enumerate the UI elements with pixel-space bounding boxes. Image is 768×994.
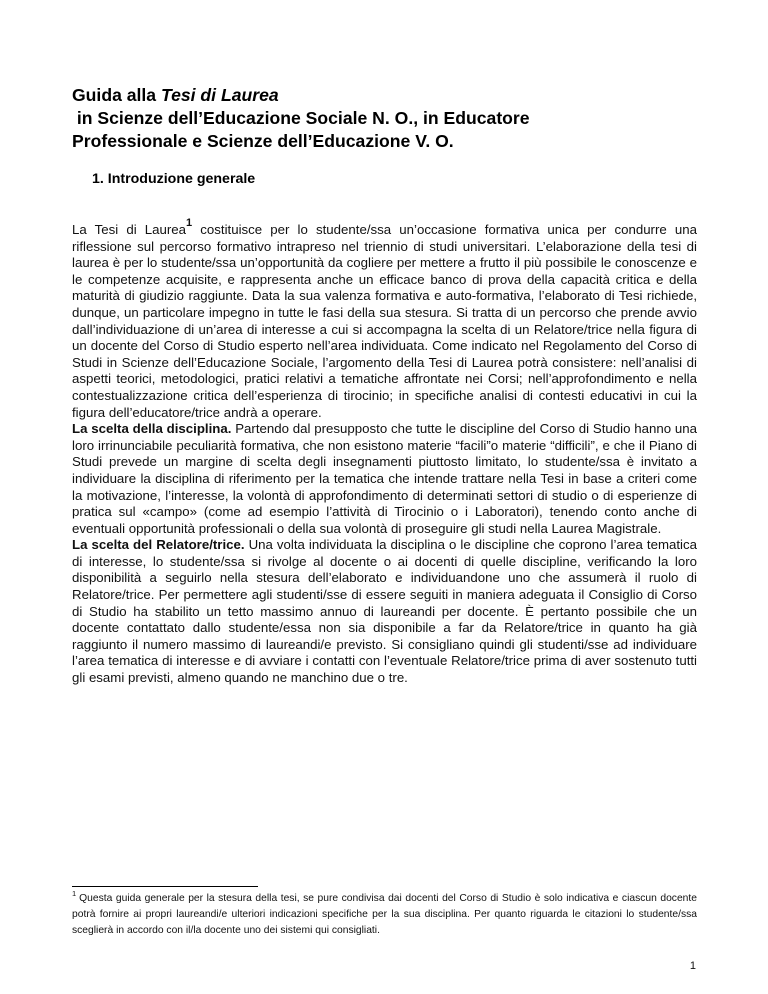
title-italic: Tesi di Laurea xyxy=(160,85,279,105)
footnote-text: Questa guida generale per la stesura della tesi, se pure condivisa dai docenti del Corso di Studio è solo indicativa e ciascun docente potrà fornire ai propri laureandi/e ulteriori indicazioni specifiche per la sua disciplina. Per quanto riguarda le citazioni lo studente/ssa sceglierà in accordo con il/la docente uno dei sistemi qui consigliati. xyxy=(72,893,697,936)
intro-lead: La Tesi di Laurea xyxy=(72,222,187,237)
relatore-text: Una volta individuata la disciplina o le discipline che coprono l’area tematica di interesse, lo studente/ssa si rivolge al docente o ai docenti di quelle discipline, verificando la loro disponibilità a seguirlo nella stesura dell’elaborato e individuandone uno che assumerà il ruolo di Relatore/trice. Per permettere agli studenti/sse di essere seguiti in maniera adeguata il Consiglio di Corso di Studio ha stabilito un tetto massimo annuo di laureandi per docente. È pertanto possibile che un docente contattato dallo studente/essa non sia disponibile a far da Relatore/trice in quanto ha già raggiunto il numero massimo di laureandi/e previsto. Si consigliano quindi gli studenti/sse ad individuare l’area tematica di interesse e di avviare i contatti con l’eventuale Relatore/trice prima di aver sostenuto tutti gli esami previsti, almeno quando ne manchino due o tre. xyxy=(72,537,697,686)
relatore-paragraph xyxy=(72,537,697,686)
footnote-marker: 1 xyxy=(72,889,77,898)
document-title xyxy=(72,84,692,153)
disciplina-text: Partendo dal presupposto che tutte le discipline del Corso di Studio hanno una loro irrinunciabile peculiarità formativa, che non esistono materie “facili”o materie “difficili”, e che il Piano di Studi prevede un margine di scelta degli insegnamenti piuttosto limitato, lo studente/ssa è invitato a individuare la disciplina di riferimento per la tematica che intende trattare nella Tesi in base a criteri come la motivazione, l’interesse, la volontà di approfondimento di determinati settori di studio o di esperienze di pratica sul «campo» (come ad esempio l’attività di Tirocinio o i Laboratori), tenendo conto anche di eventuali opportunità professionali o della sua volontà di proseguire gli studi nella Laurea Magistrale. xyxy=(72,421,697,536)
page-number: 1 xyxy=(689,960,696,972)
footnote xyxy=(72,891,697,939)
title-line-2: in Scienze dell’Educazione Sociale N. O., in Educatore xyxy=(72,108,530,128)
footnote-reference[interactable]: 1 xyxy=(186,217,193,229)
disciplina-paragraph xyxy=(72,421,697,537)
title-line-3: Professionale e Scienze dell’Educazione V. O. xyxy=(72,131,454,151)
intro-paragraph xyxy=(72,217,697,421)
body-text xyxy=(72,217,697,687)
footnote-separator xyxy=(72,886,258,887)
disciplina-heading: La scelta della disciplina. xyxy=(72,421,232,437)
intro-text: costituisce per lo studente/ssa un’occasione formativa unica per condurre una riflessione sul percorso formativo intrapreso nel triennio di studi universitari. L’elaborazione della tesi di laurea è per lo studente/ssa un’opportunità da cogliere per mettere a frutto il più possibile le conoscenze e le competenze acquisite, e rappresenta anche un efficace banco di prova della capacità critica e della maturità di giudizio raggiunte. Data la sua valenza formativa e auto-formativa, l’elaborato di Tesi richiede, dunque, un particolare impegno in tutte le fasi della sua stesura. Si tratta di un percorso che prende avvio dall’individuazione di un’area di interesse a cui si accompagna la scelta di un Relatore/trice nella figura di un docente del Corso di Studio esperto nell’area individuata. Come indicato nel Regolamento del Corso di Studi in Scienze dell’Educazione Sociale, l’argomento della Tesi di Laurea potrà consistere: nell’analisi di aspetti teorici, metodologici, pratici relativi a tematiche affrontate nei Corsi; nell’approfondimento e nella contestualizzazione critica dell’esperienza di tirocinio; in specifiche analisi di contesti educativi in cui la figura dell’educatore/trice andrà a operare. xyxy=(72,222,697,420)
title-line-1 xyxy=(72,84,692,107)
relatore-heading: La scelta del Relatore/trice. xyxy=(72,537,245,553)
title-prefix: Guida alla xyxy=(72,85,161,105)
section-heading: 1. Introduzione generale xyxy=(92,171,256,187)
